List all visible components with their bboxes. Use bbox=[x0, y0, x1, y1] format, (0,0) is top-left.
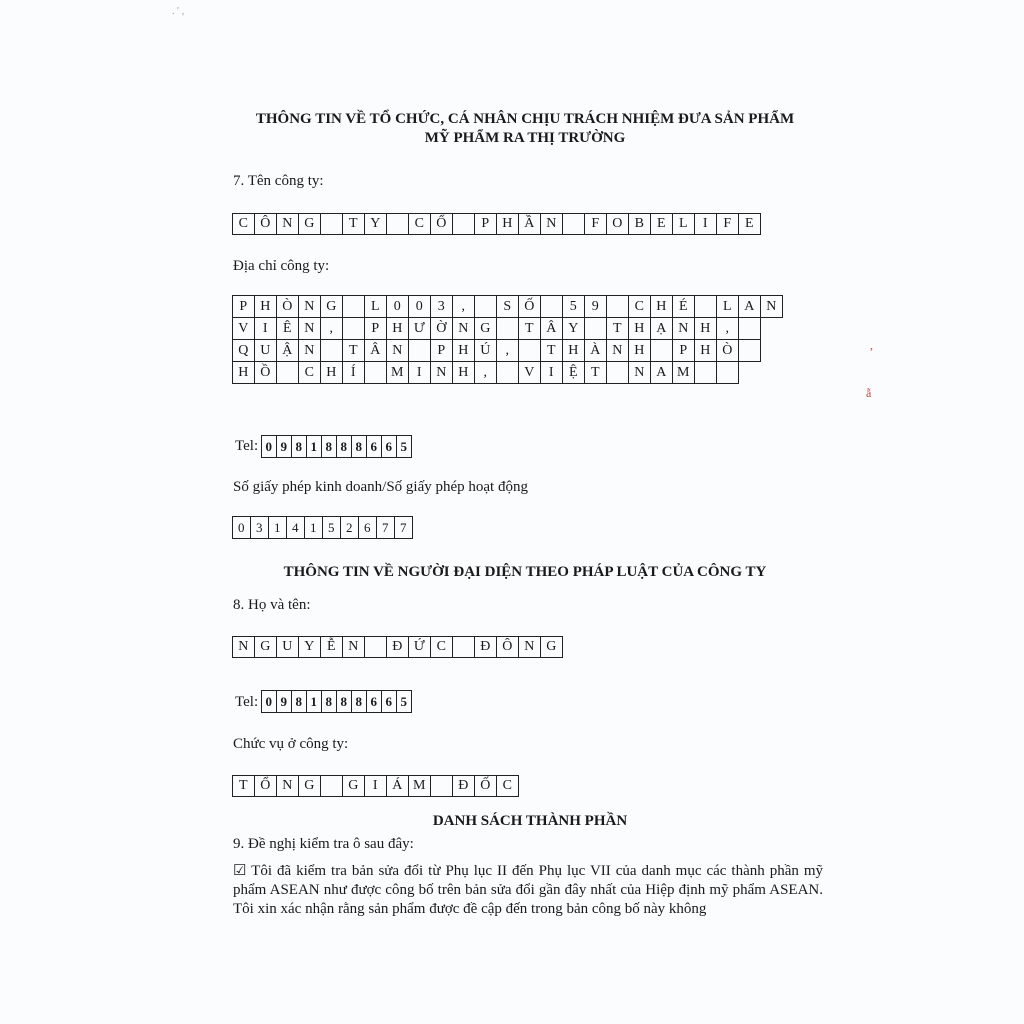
char-box: Ò bbox=[276, 295, 299, 318]
char-box bbox=[518, 339, 541, 362]
char-box: N bbox=[298, 317, 321, 340]
char-box: G bbox=[298, 775, 321, 797]
char-box: H bbox=[562, 339, 585, 362]
char-box: Ầ bbox=[518, 213, 541, 235]
company-tel-label: Tel: bbox=[235, 438, 259, 454]
char-box: Ứ bbox=[408, 636, 431, 658]
address-row bbox=[233, 318, 783, 340]
char-box: P bbox=[364, 317, 387, 340]
char-box: Ổ bbox=[430, 213, 453, 235]
char-box: 1 bbox=[304, 516, 323, 539]
char-box bbox=[276, 361, 299, 384]
char-box bbox=[496, 361, 519, 384]
char-box: 7 bbox=[394, 516, 413, 539]
char-box: H bbox=[694, 339, 717, 362]
char-box bbox=[342, 317, 365, 340]
char-box: C bbox=[496, 775, 519, 797]
char-box: G bbox=[474, 317, 497, 340]
char-box: , bbox=[320, 317, 343, 340]
char-box: H bbox=[452, 339, 475, 362]
char-box: N bbox=[672, 317, 695, 340]
char-box bbox=[738, 339, 761, 362]
char-box: C bbox=[408, 213, 431, 235]
char-box bbox=[540, 295, 563, 318]
char-box: A bbox=[738, 295, 761, 318]
char-box: , bbox=[716, 317, 739, 340]
char-box: H bbox=[232, 361, 255, 384]
char-box: H bbox=[496, 213, 519, 235]
company-tel-boxes bbox=[262, 436, 412, 458]
char-box: Â bbox=[540, 317, 563, 340]
char-box: Y bbox=[562, 317, 585, 340]
char-box bbox=[716, 361, 739, 384]
char-box: 3 bbox=[250, 516, 269, 539]
char-box bbox=[694, 361, 717, 384]
char-box: 6 bbox=[381, 690, 397, 713]
char-box: U bbox=[254, 339, 277, 362]
company-name-label: 7. Tên công ty: bbox=[233, 173, 324, 189]
char-box bbox=[320, 339, 343, 362]
char-box: P bbox=[430, 339, 453, 362]
char-box: H bbox=[254, 295, 277, 318]
char-box: N bbox=[276, 775, 299, 797]
char-box: N bbox=[298, 295, 321, 318]
char-box: G bbox=[254, 636, 277, 658]
char-box: 0 bbox=[386, 295, 409, 318]
char-box: Ễ bbox=[320, 636, 343, 658]
char-box: T bbox=[518, 317, 541, 340]
representative-name-boxes bbox=[233, 637, 563, 658]
char-box bbox=[496, 317, 519, 340]
representative-tel-label: Tel: bbox=[235, 694, 259, 710]
title-line-1: THÔNG TIN VỀ TỔ CHỨC, CÁ NHÂN CHỊU TRÁCH NHIỆM ĐƯA SẢN PHẨM bbox=[255, 111, 795, 127]
char-box: Q bbox=[232, 339, 255, 362]
char-box: S bbox=[496, 295, 519, 318]
position-boxes bbox=[233, 776, 519, 797]
char-box: C bbox=[298, 361, 321, 384]
corner-speck-icon: . ′ , bbox=[172, 6, 185, 17]
char-box: N bbox=[430, 361, 453, 384]
char-box: L bbox=[364, 295, 387, 318]
char-box: À bbox=[584, 339, 607, 362]
char-box bbox=[320, 775, 343, 797]
license-label: Số giấy phép kinh doanh/Số giấy phép hoạt động bbox=[233, 479, 528, 495]
char-box: 6 bbox=[366, 435, 382, 458]
char-box bbox=[650, 339, 673, 362]
char-box: Y bbox=[364, 213, 387, 235]
char-box: 3 bbox=[430, 295, 453, 318]
char-box bbox=[562, 213, 585, 235]
representative-tel-boxes bbox=[262, 691, 412, 713]
char-box bbox=[452, 213, 475, 235]
char-box: Ô bbox=[254, 213, 277, 235]
char-box: Ờ bbox=[430, 317, 453, 340]
char-box: 5 bbox=[562, 295, 585, 318]
char-box: N bbox=[540, 213, 563, 235]
char-box: Ư bbox=[408, 317, 431, 340]
char-box: 1 bbox=[306, 435, 322, 458]
char-box: 0 bbox=[261, 435, 277, 458]
char-box: , bbox=[452, 295, 475, 318]
char-box bbox=[408, 339, 431, 362]
document-title bbox=[230, 110, 820, 148]
char-box: Ổ bbox=[254, 775, 277, 797]
char-box: H bbox=[628, 339, 651, 362]
char-box: V bbox=[518, 361, 541, 384]
char-box bbox=[584, 317, 607, 340]
char-box: Đ bbox=[474, 636, 497, 658]
char-box: C bbox=[430, 636, 453, 658]
char-box: 8 bbox=[291, 435, 307, 458]
char-box: Á bbox=[386, 775, 409, 797]
char-box: 8 bbox=[351, 435, 367, 458]
char-box: H bbox=[694, 317, 717, 340]
char-box: Y bbox=[298, 636, 321, 658]
company-address-boxes bbox=[233, 296, 783, 384]
char-box bbox=[606, 361, 629, 384]
char-box: T bbox=[584, 361, 607, 384]
char-box: I bbox=[408, 361, 431, 384]
char-box: 4 bbox=[286, 516, 305, 539]
char-box: N bbox=[606, 339, 629, 362]
char-box: 6 bbox=[366, 690, 382, 713]
char-box: M bbox=[672, 361, 695, 384]
char-box: 8 bbox=[321, 435, 337, 458]
char-box bbox=[320, 213, 343, 235]
char-box: 1 bbox=[306, 690, 322, 713]
char-box bbox=[606, 295, 629, 318]
char-box: , bbox=[496, 339, 519, 362]
char-box: G bbox=[320, 295, 343, 318]
char-box: Ò bbox=[716, 339, 739, 362]
confirmation-statement bbox=[233, 862, 823, 919]
char-box: 2 bbox=[340, 516, 359, 539]
char-box: T bbox=[342, 213, 365, 235]
char-box: V bbox=[232, 317, 255, 340]
char-box: É bbox=[672, 295, 695, 318]
char-box: Ú bbox=[474, 339, 497, 362]
char-box: H bbox=[320, 361, 343, 384]
char-box: P bbox=[474, 213, 497, 235]
char-box: N bbox=[452, 317, 475, 340]
char-box bbox=[694, 295, 717, 318]
char-box: N bbox=[232, 636, 255, 658]
char-box: M bbox=[386, 361, 409, 384]
char-box: G bbox=[342, 775, 365, 797]
company-address-label: Địa chỉ công ty: bbox=[233, 258, 330, 274]
confirmation-text: Tôi đã kiểm tra bản sửa đổi từ Phụ lục II đến Phụ lục VII của danh mục các thành phần mỹ phẩm ASEAN như được công bố trên bản sửa đổi gần đây nhất của Hiệp định mỹ phẩm ASEAN. Tôi xin xác nhận rằng sản phẩm được đề cập đến trong bản công bố này không bbox=[233, 863, 823, 917]
char-box: C bbox=[232, 213, 255, 235]
char-box: T bbox=[232, 775, 255, 797]
char-box: I bbox=[540, 361, 563, 384]
char-box: 8 bbox=[351, 690, 367, 713]
char-box: 6 bbox=[381, 435, 397, 458]
check-instruction-label: 9. Đề nghị kiểm tra ô sau đây: bbox=[233, 836, 414, 852]
address-row bbox=[233, 362, 783, 384]
checked-checkbox-icon[interactable]: ☑ bbox=[233, 863, 247, 879]
char-box: I bbox=[364, 775, 387, 797]
char-box bbox=[738, 317, 761, 340]
char-box: 0 bbox=[232, 516, 251, 539]
char-box: Â bbox=[364, 339, 387, 362]
char-box: E bbox=[738, 213, 761, 235]
char-box: T bbox=[342, 339, 365, 362]
char-box: 8 bbox=[336, 690, 352, 713]
char-box: 7 bbox=[376, 516, 395, 539]
char-box bbox=[430, 775, 453, 797]
char-box: L bbox=[716, 295, 739, 318]
ingredients-section-title: DANH SÁCH THÀNH PHẦN bbox=[432, 813, 628, 829]
char-box: Ệ bbox=[562, 361, 585, 384]
address-row bbox=[233, 340, 783, 362]
char-box: H bbox=[386, 317, 409, 340]
char-box: O bbox=[606, 213, 629, 235]
char-box: T bbox=[606, 317, 629, 340]
char-box bbox=[342, 295, 365, 318]
char-box: H bbox=[452, 361, 475, 384]
char-box: F bbox=[716, 213, 739, 235]
char-box: U bbox=[276, 636, 299, 658]
stamp-fragment-icon: ẫ bbox=[866, 386, 872, 400]
char-box: A bbox=[650, 361, 673, 384]
char-box: N bbox=[628, 361, 651, 384]
char-box: N bbox=[386, 339, 409, 362]
char-box: 8 bbox=[336, 435, 352, 458]
char-box: E bbox=[650, 213, 673, 235]
char-box: G bbox=[540, 636, 563, 658]
char-box: 9 bbox=[584, 295, 607, 318]
char-box: I bbox=[254, 317, 277, 340]
license-number-boxes bbox=[233, 517, 413, 539]
char-box: 1 bbox=[268, 516, 287, 539]
char-box: 9 bbox=[276, 690, 292, 713]
char-box: 5 bbox=[322, 516, 341, 539]
char-box bbox=[364, 361, 387, 384]
char-box: Đ bbox=[452, 775, 475, 797]
char-box: Ậ bbox=[276, 339, 299, 362]
char-box: 8 bbox=[291, 690, 307, 713]
char-box: H bbox=[650, 295, 673, 318]
char-box bbox=[364, 636, 387, 658]
char-box: G bbox=[298, 213, 321, 235]
position-label: Chức vụ ở công ty: bbox=[233, 736, 349, 752]
char-box: N bbox=[518, 636, 541, 658]
char-box bbox=[386, 213, 409, 235]
char-box: N bbox=[276, 213, 299, 235]
char-box: 8 bbox=[321, 690, 337, 713]
char-box: Ạ bbox=[650, 317, 673, 340]
char-box: T bbox=[540, 339, 563, 362]
char-box: 5 bbox=[396, 690, 412, 713]
char-box: B bbox=[628, 213, 651, 235]
char-box: 0 bbox=[408, 295, 431, 318]
char-box bbox=[474, 295, 497, 318]
char-box: Ê bbox=[276, 317, 299, 340]
title-line-2: MỸ PHẨM RA THỊ TRƯỜNG bbox=[424, 130, 626, 146]
char-box: 9 bbox=[276, 435, 292, 458]
char-box: N bbox=[342, 636, 365, 658]
company-name-boxes bbox=[233, 214, 761, 235]
char-box: Í bbox=[342, 361, 365, 384]
char-box: Ố bbox=[474, 775, 497, 797]
char-box: L bbox=[672, 213, 695, 235]
char-box: M bbox=[408, 775, 431, 797]
address-row bbox=[233, 296, 783, 318]
char-box: Ố bbox=[518, 295, 541, 318]
char-box: C bbox=[628, 295, 651, 318]
char-box: Ồ bbox=[254, 361, 277, 384]
char-box: Đ bbox=[386, 636, 409, 658]
representative-name-label: 8. Họ và tên: bbox=[233, 597, 311, 613]
char-box: 0 bbox=[261, 690, 277, 713]
char-box: N bbox=[298, 339, 321, 362]
char-box: F bbox=[584, 213, 607, 235]
char-box: P bbox=[672, 339, 695, 362]
char-box: I bbox=[694, 213, 717, 235]
char-box: 5 bbox=[396, 435, 412, 458]
char-box: , bbox=[474, 361, 497, 384]
representative-section-title: THÔNG TIN VỀ NGƯỜI ĐẠI DIỆN THEO PHÁP LUẬT CỦA CÔNG TY bbox=[283, 564, 767, 580]
stamp-mark-icon: , bbox=[870, 338, 873, 352]
char-box: P bbox=[232, 295, 255, 318]
char-box: 6 bbox=[358, 516, 377, 539]
char-box: N bbox=[760, 295, 783, 318]
char-box bbox=[452, 636, 475, 658]
char-box: Ô bbox=[496, 636, 519, 658]
char-box: H bbox=[628, 317, 651, 340]
